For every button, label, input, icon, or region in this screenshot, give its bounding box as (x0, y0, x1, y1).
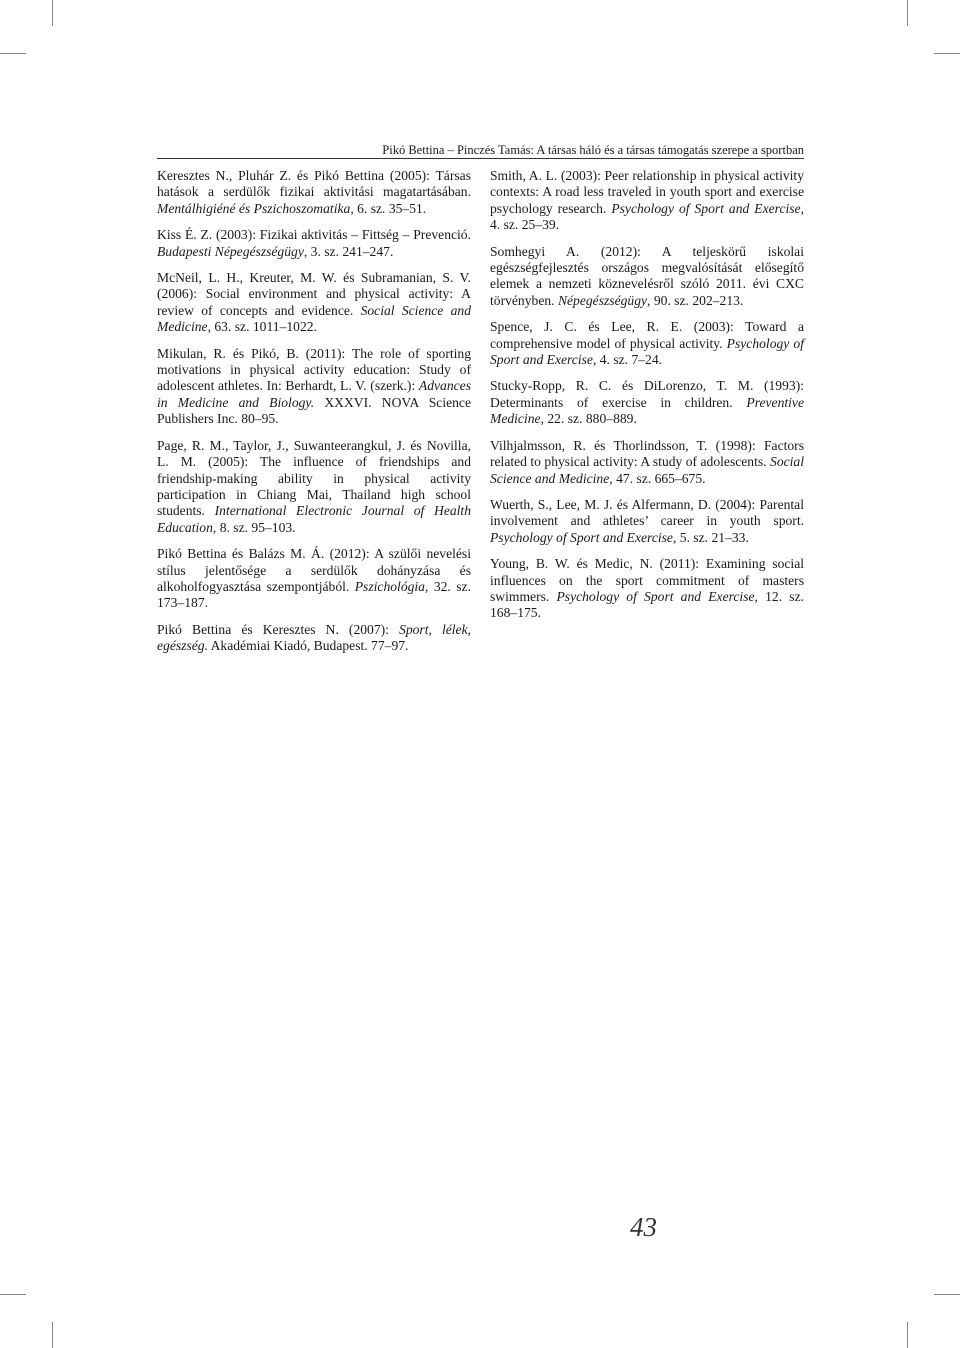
crop-mark (934, 1294, 960, 1295)
ref-wuerth (490, 497, 804, 546)
reference-text: Young, B. W. és Medic, N. (2011): Examining social influences on the sport commitment of masters swimmers. (490, 556, 804, 604)
crop-mark (52, 0, 53, 26)
reference-text: McNeil, L. H., Kreuter, M. W. és Subramanian, S. V. (2006): Social environment and physical activity: A review of concepts and evidence. (157, 270, 471, 318)
reference-text: Vilhjalmsson, R. és Thorlindsson, T. (1998): Factors related to physical activity: A study of adolescents. (490, 437, 804, 470)
ref-young (490, 556, 804, 622)
reference-source-title: Social Science and Medicine (490, 454, 804, 486)
reference-text: , 47. sz. 665–675. (609, 470, 706, 486)
reference-text: Wuerth, S., Lee, M. J. és Alfermann, D. (2004): Parental involvement and athletes’ career in youth sport. (490, 496, 804, 529)
page-number: 43 (630, 1212, 657, 1242)
reference-text: , 12. sz. 168–175. (490, 588, 805, 621)
reference-column-left (157, 168, 471, 665)
ref-stucky-ropp (490, 378, 804, 427)
ref-piko-keresztes (157, 622, 471, 655)
reference-text: , 63. sz. 1011–1022. (207, 319, 317, 335)
reference-text: Somhegyi A. (2012): A teljeskörű iskolai egészségfejlesztés országos megvalósítását elősegítő elemek a nemzeti köznevelésről szóló 2011. évi CXC törvényben. (490, 243, 804, 308)
ref-mikulan (157, 346, 471, 428)
ref-mcneil (157, 270, 471, 336)
reference-text: Pikó Bettina és Balázs M. Á. (2012): A szülői nevelési stílus jelentősége a serdülők dohányzása és alkoholfogyasztása szempontjából. (157, 546, 471, 594)
reference-source-title: Social Science and Medicine (157, 302, 472, 335)
ref-spence (490, 319, 804, 368)
ref-kereszetes-pluhar (157, 168, 471, 217)
reference-source-title: Budapesti Népegészségügy (157, 243, 304, 259)
reference-source-title: Sport, lélek, egészség. (157, 621, 471, 654)
crop-mark (52, 1322, 53, 1348)
reference-text: Spence, J. C. és Lee, R. E. (2003): Toward a comprehensive model of physical activity. (490, 319, 804, 351)
reference-text: XXXVI. NOVA Science Publishers Inc. 80–95. (157, 394, 471, 427)
reference-text: , 4. sz. 25–39. (490, 200, 804, 233)
reference-text: , 22. sz. 880–889. (540, 411, 637, 427)
reference-text: , 32. sz. 173–187. (157, 578, 471, 611)
reference-column-right (490, 168, 804, 632)
reference-text: Smith, A. L. (2003): Peer relationship in physical activity contexts: A road less traveled in youth sport and exercise psychology research. (490, 168, 804, 216)
running-header: Pikó Bettina – Pinczés Tamás: A társas háló és a társas támogatás szerepe a sportban (157, 143, 804, 159)
reference-source-title: International Electronic Journal of Health Education (157, 503, 471, 535)
reference-source-title: Advances in Medicine and Biology. (157, 378, 471, 410)
reference-text: , 5. sz. 21–33. (672, 529, 749, 545)
ref-kiss (157, 227, 471, 260)
reference-text: Kiss É. Z. (2003): Fizikai aktivitás – Fittség – Prevenció. (157, 227, 471, 243)
ref-piko-balazs (157, 546, 471, 612)
ref-somhegyi (490, 244, 804, 310)
ref-smith (490, 168, 804, 234)
reference-text: , 8. sz. 95–103. (212, 519, 296, 535)
reference-text: , 6. sz. 35–51. (350, 200, 427, 216)
reference-text: , 4. sz. 7–24. (592, 352, 663, 368)
reference-text: Pikó Bettina és Keresztes N. (2007): (157, 621, 400, 637)
ref-vilhjalmsson (490, 438, 804, 487)
ref-page (157, 438, 471, 536)
reference-source-title: Preventive Medicine (490, 394, 804, 427)
reference-source-title: Mentálhigiéné és Pszichoszomatika (157, 200, 351, 216)
reference-text: Mikulan, R. és Pikó, B. (2011): The role of sporting motivations in physical activity education: Study of adolescent athletes. In: Berhardt, L. V. (szerk.): (157, 345, 471, 394)
reference-text: , 90. sz. 202–213. (647, 292, 744, 308)
crop-mark (907, 1322, 908, 1348)
reference-text: Stucky-Ropp, R. C. és DiLorenzo, T. M. (1993): Determinants of exercise in children. (490, 378, 804, 410)
crop-mark (934, 53, 960, 54)
reference-source-title: Psychology of Sport and Exercise (490, 529, 673, 545)
reference-source-title: Népegészségügy (557, 292, 648, 308)
reference-source-title: Psychology of Sport and Exercise (490, 335, 804, 368)
reference-text: Page, R. M., Taylor, J., Suwanteerangkul, J. és Novilla, L. M. (2005): The influence of friendships and friendship-making ability in physical activity participation in Chiang Mai, Thailand high school students. (157, 437, 471, 519)
reference-text: , 3. sz. 241–247. (303, 243, 394, 259)
reference-text: Akadémiai Kiadó, Budapest. 77–97. (207, 638, 409, 654)
crop-mark (0, 53, 26, 54)
reference-source-title: Pszichológia (354, 578, 425, 594)
crop-mark (0, 1294, 26, 1295)
crop-mark (907, 0, 908, 26)
reference-source-title: Psychology of Sport and Exercise (556, 588, 755, 604)
reference-source-title: Psychology of Sport and Exercise (611, 200, 801, 216)
reference-text: Keresztes N., Pluhár Z. és Pikó Bettina (2005): Társas hatások a serdülők fizikai aktivitási magatartásában. (157, 168, 471, 200)
